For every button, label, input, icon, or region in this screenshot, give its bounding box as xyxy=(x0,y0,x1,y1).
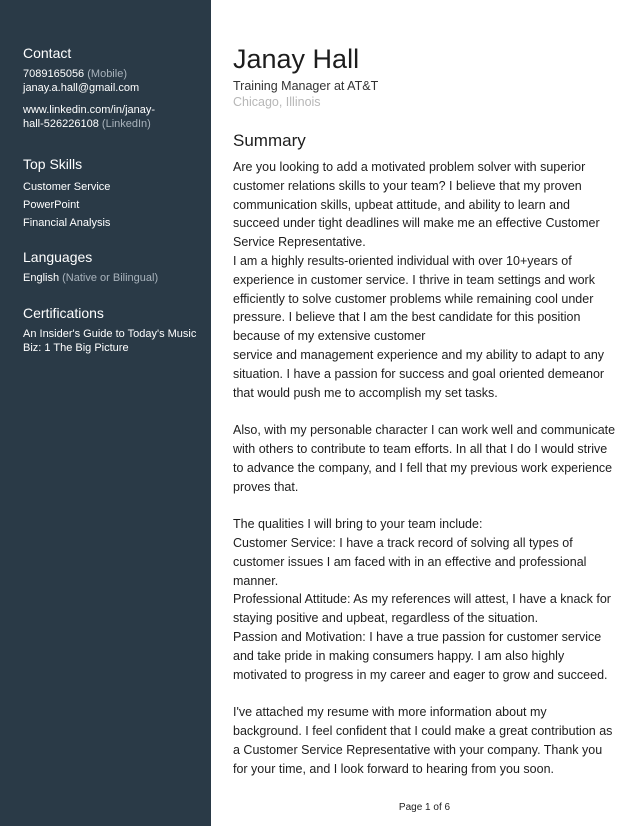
skill-item: PowerPoint xyxy=(23,199,80,211)
summary-line: Are you looking to add a motivated problem solver with superior xyxy=(233,160,586,174)
skill-item: Customer Service xyxy=(23,181,111,193)
paragraph-gap xyxy=(233,496,625,515)
summary-line: staying positive and upbeat, regardless of the situation. xyxy=(233,611,539,626)
summary-line: Customer Service: I have a track record of solving all types of xyxy=(233,535,573,550)
summary-line: service and management experience and my ability to adapt to any xyxy=(233,347,605,362)
location: Chicago, Illinois xyxy=(233,95,321,109)
phone-line xyxy=(23,67,203,81)
page-number: Page 1 of 6 xyxy=(398,802,451,813)
summary-line: a Customer Service Representative with your company. Thank you xyxy=(233,742,603,757)
summary-line: because of my extensive customer xyxy=(233,329,426,344)
summary-line: manner. xyxy=(233,573,279,588)
languages-heading: Languages xyxy=(23,249,93,265)
summary-line: customer issues I am faced with in an effective and professional xyxy=(233,554,587,569)
summary-line: and take pride in making consumers happy. I am also highly xyxy=(233,648,565,663)
summary-line: communication skills, upbeat attitude, and ability to learn and xyxy=(233,197,570,212)
summary-line: for your time, and I look forward to hearing from you soon. xyxy=(233,761,554,776)
phone-number[interactable]: 7089165056 xyxy=(23,68,85,80)
summary-line: with others to contribute to team efforts. In all that I do I would strive xyxy=(233,441,608,456)
summary-line: Professional Attitude: As my references will attest, I have a knack for xyxy=(233,592,611,607)
skills-heading: Top Skills xyxy=(23,156,83,172)
skills-section xyxy=(23,156,203,232)
summary-heading: Summary xyxy=(233,131,306,150)
paragraph-gap xyxy=(233,402,625,421)
language-line xyxy=(23,271,203,285)
language-proficiency: (Native or Bilingual) xyxy=(62,272,159,284)
contact-section xyxy=(23,45,203,131)
summary-line: succeed under tight deadlines will make me an effective Customer xyxy=(233,216,600,231)
summary-line: customer relations skills to your team? I believe that my proven xyxy=(233,178,582,193)
summary-line: Service Representative. xyxy=(233,235,366,250)
summary-line: situation. I have a passion for success and goal oriented demeanor xyxy=(233,366,605,381)
phone-type: (Mobile) xyxy=(87,68,127,80)
linkedin-url-tail[interactable]: hall-526226108 xyxy=(23,118,99,130)
linkedin-url-line1[interactable]: www.linkedin.com/in/janay- xyxy=(23,104,156,116)
summary-line: experience in customer service. I thrive in team settings and work xyxy=(233,272,595,287)
certifications-heading: Certifications xyxy=(23,305,104,321)
candidate-name: Janay Hall xyxy=(233,44,360,74)
job-title: Training Manager at AT&T xyxy=(233,79,379,93)
summary-line: I've attached my resume with more information about my xyxy=(233,705,547,720)
summary-line: I am a highly results-oriented individual with over 10+years of xyxy=(233,253,572,268)
summary-body xyxy=(233,158,625,778)
certification-line1: An Insider's Guide to Today's Music xyxy=(23,328,197,340)
paragraph-gap xyxy=(233,684,625,703)
linkedin-type: (LinkedIn) xyxy=(101,118,151,130)
summary-line: motivated to progress in my career and eager to grow and succeed. xyxy=(233,667,608,682)
summary-line: that would push me to accomplish my set tasks. xyxy=(233,385,498,400)
languages-section xyxy=(23,249,203,285)
summary-line: Also, with my personable character I can work well and communicate xyxy=(233,423,616,438)
email-address[interactable]: janay.a.hall@gmail.com xyxy=(23,82,140,94)
summary-line: The qualities I will bring to your team include: xyxy=(233,517,483,532)
summary-line: to advance the company, and I fell that my previous work experience xyxy=(233,460,613,475)
summary-line: efficiently to solve customer problems while remaining cool under xyxy=(233,291,594,306)
certification-line2: Biz: 1 The Big Picture xyxy=(23,342,129,354)
certifications-section xyxy=(23,305,203,355)
summary-line: proves that. xyxy=(233,479,299,494)
linkedin-url-line2 xyxy=(23,117,203,131)
sidebar xyxy=(0,0,211,826)
language-name: English xyxy=(23,272,60,284)
summary-line: background. I feel confident that I could make a great contribution as xyxy=(233,723,613,738)
summary-line: pressure. I believe that I am the best candidate for this position xyxy=(233,310,581,325)
contact-heading: Contact xyxy=(23,45,72,61)
summary-line: Passion and Motivation: I have a true passion for customer service xyxy=(233,629,602,644)
skill-item: Financial Analysis xyxy=(23,217,111,229)
